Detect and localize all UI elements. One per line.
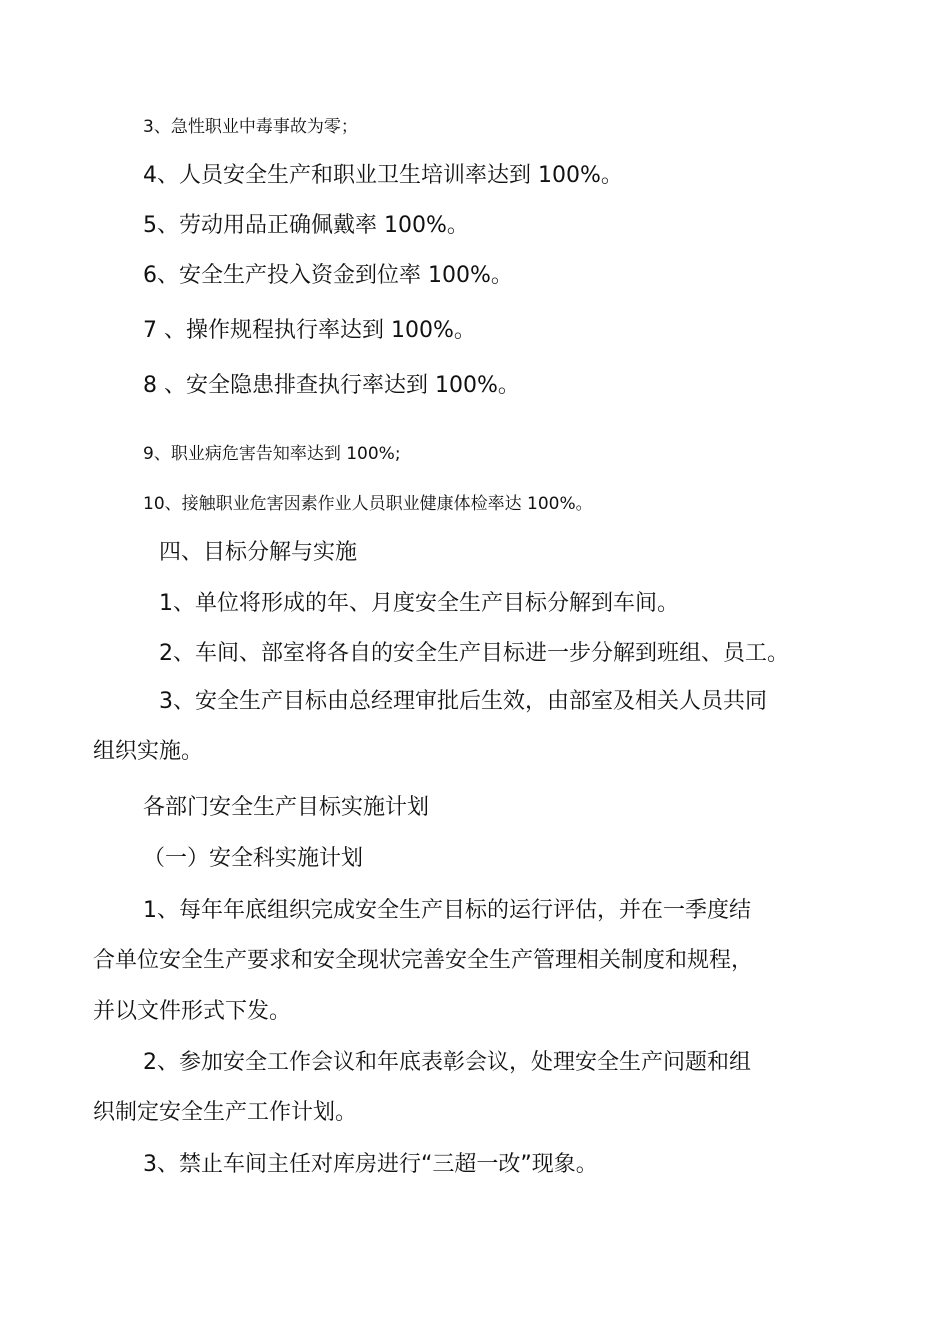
plan-subheading: （一）安全科实施计划 <box>143 846 364 871</box>
section-item-3-continued: 组织实施。 <box>93 739 204 764</box>
target-item-7: 7 、操作规程执行率达到 100%。 <box>143 318 476 343</box>
plan-item-1: 1、每年年底组织完成安全生产目标的运行评估，并在一季度结 <box>143 898 751 923</box>
target-item-5: 5、劳动用品正确佩戴率 100%。 <box>143 213 469 238</box>
plan-item-3: 3、禁止车间主任对库房进行“三超一改”现象。 <box>143 1152 598 1177</box>
plan-item-2: 2、参加安全工作会议和年底表彰会议，处理安全生产问题和组 <box>143 1050 751 1075</box>
plan-item-1-continued: 合单位安全生产要求和安全现状完善安全生产管理相关制度和规程， <box>93 948 754 973</box>
target-item-8: 8 、安全隐患排查执行率达到 100%。 <box>143 373 520 398</box>
section-item-2: 2、车间、部室将各自的安全生产目标进一步分解到班组、员工。 <box>159 641 789 666</box>
plan-item-1-continued: 并以文件形式下发。 <box>93 999 292 1024</box>
section-item-1: 1、单位将形成的年、月度安全生产目标分解到车间。 <box>159 591 679 616</box>
section-heading: 四、目标分解与实施 <box>159 540 358 565</box>
target-item-3: 3、急性职业中毒事故为零； <box>143 117 358 137</box>
target-item-4: 4、人员安全生产和职业卫生培训率达到 100%。 <box>143 163 623 188</box>
target-item-10: 10、接触职业危害因素作业人员职业健康体检率达 100%。 <box>143 494 593 514</box>
target-item-9: 9、职业病危害告知率达到 100%; <box>143 444 401 464</box>
plan-item-2-continued: 织制定安全生产工作计划。 <box>93 1100 358 1125</box>
target-item-6: 6、安全生产投入资金到位率 100%。 <box>143 263 513 288</box>
section-item-3: 3、安全生产目标由总经理审批后生效，由部室及相关人员共同 <box>159 689 767 714</box>
plan-title: 各部门安全生产目标实施计划 <box>143 795 430 820</box>
